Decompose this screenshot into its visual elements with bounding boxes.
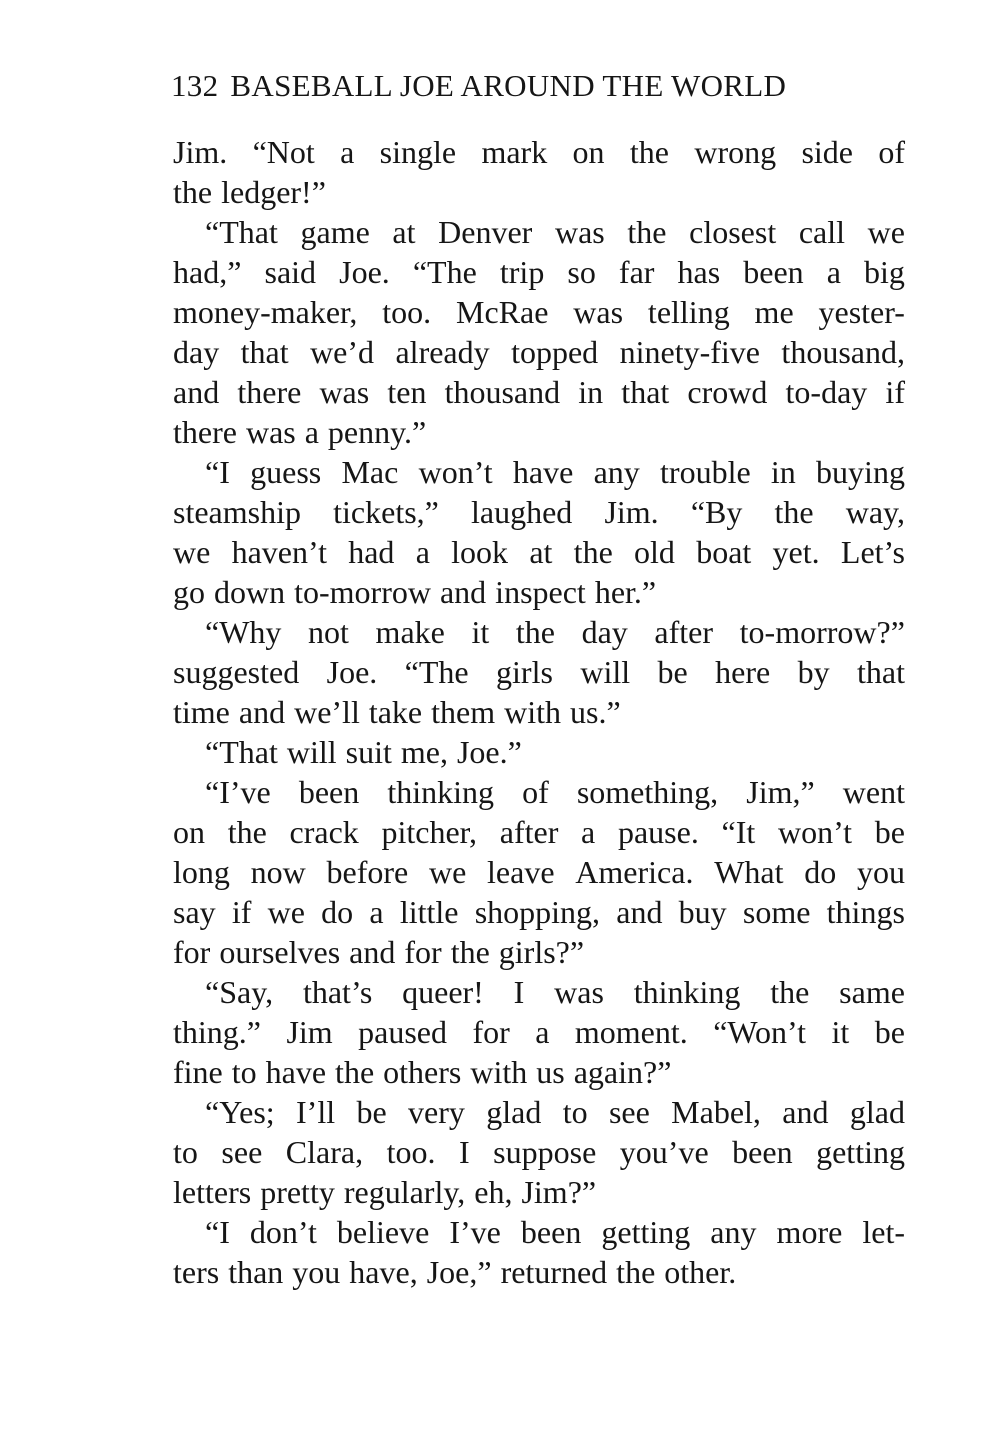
word: and (616, 894, 663, 930)
word: shopping, (474, 894, 601, 930)
text-line (173, 652, 905, 692)
word: after (499, 814, 559, 850)
word: Jim,” (746, 774, 815, 810)
text-line (173, 812, 905, 852)
word: call (798, 214, 846, 250)
word: boat (696, 534, 752, 570)
word: eh, (474, 1174, 513, 1210)
word: more (776, 1214, 843, 1250)
word: had,” (173, 254, 242, 290)
word: too. (386, 1134, 436, 1170)
word: queer! (402, 974, 484, 1010)
word: the (227, 814, 267, 850)
word: I (513, 974, 525, 1010)
word: trouble (660, 454, 751, 490)
word: been (732, 1134, 793, 1170)
word: believe (336, 1214, 430, 1250)
word: here (715, 654, 771, 690)
word: the (616, 1254, 656, 1290)
word: have, (349, 1254, 418, 1290)
word: and (439, 574, 487, 610)
word: a (304, 414, 319, 450)
word: at (392, 214, 416, 250)
word: pitcher, (381, 814, 478, 850)
word: “The (404, 654, 469, 690)
word: Jim (286, 1014, 333, 1050)
word: “I (205, 1214, 230, 1250)
word: at (529, 534, 553, 570)
word: a (415, 534, 430, 570)
word: look (451, 534, 509, 570)
word: trip (499, 254, 545, 290)
word: was (573, 294, 624, 330)
word: America. (575, 854, 694, 890)
word: something, (576, 774, 719, 810)
text-line (173, 852, 905, 892)
word: the (774, 494, 814, 530)
word: getting (816, 1134, 905, 1170)
word: thousand, (781, 334, 905, 370)
word: What (714, 854, 784, 890)
word: let- (862, 1214, 905, 1250)
word: we (867, 214, 905, 250)
text-line (173, 772, 905, 812)
word: there (237, 374, 302, 410)
word: been (298, 774, 360, 810)
word: Clara, (285, 1134, 364, 1170)
word: see (221, 1134, 263, 1170)
word: Joe,” (426, 1254, 492, 1290)
word: “I (205, 454, 230, 490)
word: do (804, 854, 837, 890)
word: won’t (777, 814, 853, 850)
word: will (286, 734, 337, 770)
word: her.” (594, 574, 657, 610)
word: moment. (574, 1014, 688, 1050)
word: “That (205, 734, 278, 770)
word: to-morrow (294, 574, 431, 610)
text-line (173, 452, 905, 492)
text-line (173, 732, 905, 772)
word: don’t (249, 1214, 317, 1250)
word: some (742, 894, 811, 930)
word: time (173, 694, 230, 730)
word: buying (816, 454, 905, 490)
word: us.” (570, 694, 621, 730)
text-line (173, 1172, 905, 1212)
text-line (173, 1092, 905, 1132)
word: “Yes; (205, 1094, 275, 1130)
word: day (581, 614, 628, 650)
word: it (831, 1014, 850, 1050)
word: things (826, 894, 905, 930)
word: Joe. (339, 254, 390, 290)
word: I’ve (449, 1214, 501, 1250)
word: paused (358, 1014, 447, 1050)
word: will (580, 654, 631, 690)
word: and (782, 1094, 829, 1130)
word: yet. (772, 534, 820, 570)
word: inspect (495, 574, 586, 610)
word: say (173, 894, 216, 930)
word: telling (647, 294, 730, 330)
word: “Not (252, 134, 315, 170)
text-line (173, 1212, 905, 1252)
word: already (395, 334, 490, 370)
word: buy (678, 894, 727, 930)
word: way, (845, 494, 905, 530)
word: I’ll (296, 1094, 336, 1130)
word: was (554, 974, 604, 1010)
text-line (173, 972, 905, 1012)
word: side (801, 134, 853, 170)
word: returned (500, 1254, 608, 1290)
word: thinking (633, 974, 741, 1010)
word: we’ll (294, 694, 360, 730)
body-text (173, 132, 905, 1292)
text-line (173, 692, 905, 732)
word: suggested (173, 654, 300, 690)
word: thinking (387, 774, 494, 810)
word: you’ve (619, 1134, 709, 1170)
word: little (399, 894, 459, 930)
word: getting (601, 1214, 691, 1250)
word: to (562, 1094, 588, 1130)
word: same (839, 974, 905, 1010)
word: ters (173, 1254, 220, 1290)
word: a (369, 894, 384, 930)
word: “The (412, 254, 477, 290)
word: very (408, 1094, 465, 1130)
word: see (608, 1094, 650, 1130)
word: old (634, 534, 675, 570)
word: day (173, 334, 220, 370)
word: glad (486, 1094, 542, 1130)
word: them (431, 694, 496, 730)
word: “Won’t (713, 1014, 806, 1050)
word: glad (849, 1094, 905, 1130)
word: crowd (687, 374, 768, 410)
word: to (231, 1054, 257, 1090)
word: in (770, 454, 796, 490)
word: ninety-five (619, 334, 760, 370)
word: ourselves (219, 934, 341, 970)
word: on (173, 814, 205, 850)
word: was (245, 414, 296, 450)
word: and (238, 694, 286, 730)
word: in (578, 374, 604, 410)
word: a (581, 814, 596, 850)
word: Let’s (840, 534, 905, 570)
word: Mabel, (671, 1094, 761, 1130)
word: girls (496, 654, 553, 690)
word: was (554, 214, 605, 250)
word: guess (250, 454, 322, 490)
word: be (657, 654, 688, 690)
word: a (340, 134, 355, 170)
word: “Say, (205, 974, 274, 1010)
word: suppose (493, 1134, 597, 1170)
text-line (173, 1252, 905, 1292)
word: we (173, 534, 211, 570)
word: steamship (173, 494, 301, 530)
word: that’s (302, 974, 373, 1010)
word: make (375, 614, 445, 650)
word: do (321, 894, 354, 930)
word: for (404, 934, 442, 970)
word: any (593, 454, 640, 490)
word: than (228, 1254, 284, 1290)
word: pause. (617, 814, 699, 850)
word: mark (481, 134, 548, 170)
word: so (567, 254, 596, 290)
word: and (173, 374, 220, 410)
word: Jim. (604, 494, 659, 530)
word: me (754, 294, 794, 330)
word: the (450, 934, 490, 970)
word: leave (487, 854, 555, 890)
word: been (520, 1214, 582, 1250)
word: have (512, 454, 574, 490)
word: girls?” (498, 934, 585, 970)
word: we (267, 894, 305, 930)
word: far (618, 254, 655, 290)
word: for (472, 1014, 510, 1050)
text-line (173, 1052, 905, 1092)
running-title: BASEBALL JOE AROUND THE WORLD (230, 68, 787, 103)
word: closest (689, 214, 777, 250)
word: be (356, 1094, 387, 1130)
text-line (173, 132, 905, 172)
word: has (677, 254, 721, 290)
word: a (535, 1014, 550, 1050)
word: we (428, 854, 467, 890)
page-number: 132 (171, 68, 219, 103)
word: tickets,” (333, 494, 439, 530)
word: haven’t (231, 534, 327, 570)
word: other. (664, 1254, 737, 1290)
word: the (627, 214, 667, 250)
word: topped (511, 334, 599, 370)
word: “I’ve (205, 774, 271, 810)
word: Mac (341, 454, 399, 490)
word: crack (289, 814, 359, 850)
word: with (504, 694, 561, 730)
word: we’d (310, 334, 375, 370)
word: “By (690, 494, 743, 530)
word: others (383, 1054, 462, 1090)
text-line (173, 572, 905, 612)
word: for (173, 934, 211, 970)
word: any (710, 1214, 757, 1250)
text-line (173, 372, 905, 412)
word: long (173, 854, 230, 890)
text-line (173, 1132, 905, 1172)
word: the (173, 174, 213, 210)
text-line (173, 332, 905, 372)
word: be (874, 814, 905, 850)
word: suit (345, 734, 392, 770)
word: of (522, 774, 549, 810)
word: there (173, 414, 237, 450)
text-line (173, 612, 905, 652)
word: laughed (471, 494, 573, 530)
word: with (470, 1054, 528, 1090)
word: it (471, 614, 490, 650)
text-line (173, 1012, 905, 1052)
word: after (654, 614, 714, 650)
word: have (265, 1054, 327, 1090)
word: you (856, 854, 905, 890)
word: pretty (260, 1174, 335, 1210)
word: won’t (418, 454, 493, 490)
word: Joe.” (456, 734, 522, 770)
word: game (300, 214, 370, 250)
word: to (173, 1134, 198, 1170)
word: I (459, 1134, 470, 1170)
text-line (173, 532, 905, 572)
word: that (621, 374, 670, 410)
word: Joe. (326, 654, 378, 690)
word: the (770, 974, 810, 1010)
word: the (515, 614, 555, 650)
word: big (864, 254, 905, 290)
word: be (874, 1014, 905, 1050)
word: us (536, 1054, 565, 1090)
word: before (326, 854, 409, 890)
running-head (171, 60, 905, 112)
word: thousand (444, 374, 561, 410)
word: been (743, 254, 804, 290)
word: a (826, 254, 841, 290)
word: again?” (573, 1054, 672, 1090)
word: if (885, 374, 905, 410)
text-line (173, 212, 905, 252)
word: ledger!” (221, 174, 326, 210)
text-line (173, 412, 905, 452)
word: me, (400, 734, 448, 770)
word: thing.” (173, 1014, 261, 1050)
word: went (842, 774, 905, 810)
word: and (349, 934, 396, 970)
word: “That (205, 214, 278, 250)
word: Jim. (173, 134, 228, 170)
word: “Why (205, 614, 282, 650)
word: regularly, (343, 1174, 466, 1210)
word: the (629, 134, 669, 170)
text-line (173, 292, 905, 332)
word: yester- (818, 294, 905, 330)
word: ten (387, 374, 427, 410)
word: single (379, 134, 457, 170)
word: fine (173, 1054, 223, 1090)
word: wrong (694, 134, 777, 170)
word: by (797, 654, 830, 690)
word: not (308, 614, 349, 650)
word: to-morrow?” (739, 614, 905, 650)
word: the (335, 1054, 375, 1090)
text-line (173, 492, 905, 532)
word: “It (721, 814, 756, 850)
word: to-day (785, 374, 868, 410)
word: penny.” (327, 414, 427, 450)
word: if (231, 894, 252, 930)
word: had (348, 534, 395, 570)
word: on (572, 134, 605, 170)
text-line (173, 252, 905, 292)
text-line (173, 932, 905, 972)
word: letters (173, 1174, 252, 1210)
word: go (173, 574, 205, 610)
word: McRae (456, 294, 549, 330)
word: down (214, 574, 286, 610)
word: said (264, 254, 317, 290)
word: of (878, 134, 905, 170)
word: you (292, 1254, 341, 1290)
book-page (173, 60, 905, 1292)
word: money-maker, (173, 294, 358, 330)
word: that (240, 334, 289, 370)
word: that (857, 654, 905, 690)
text-line (173, 892, 905, 932)
word: Denver (438, 214, 533, 250)
word: too. (382, 294, 432, 330)
word: now (250, 854, 306, 890)
word: Jim?” (521, 1174, 597, 1210)
word: the (573, 534, 613, 570)
word: take (368, 694, 423, 730)
text-line (173, 172, 905, 212)
word: was (319, 374, 370, 410)
